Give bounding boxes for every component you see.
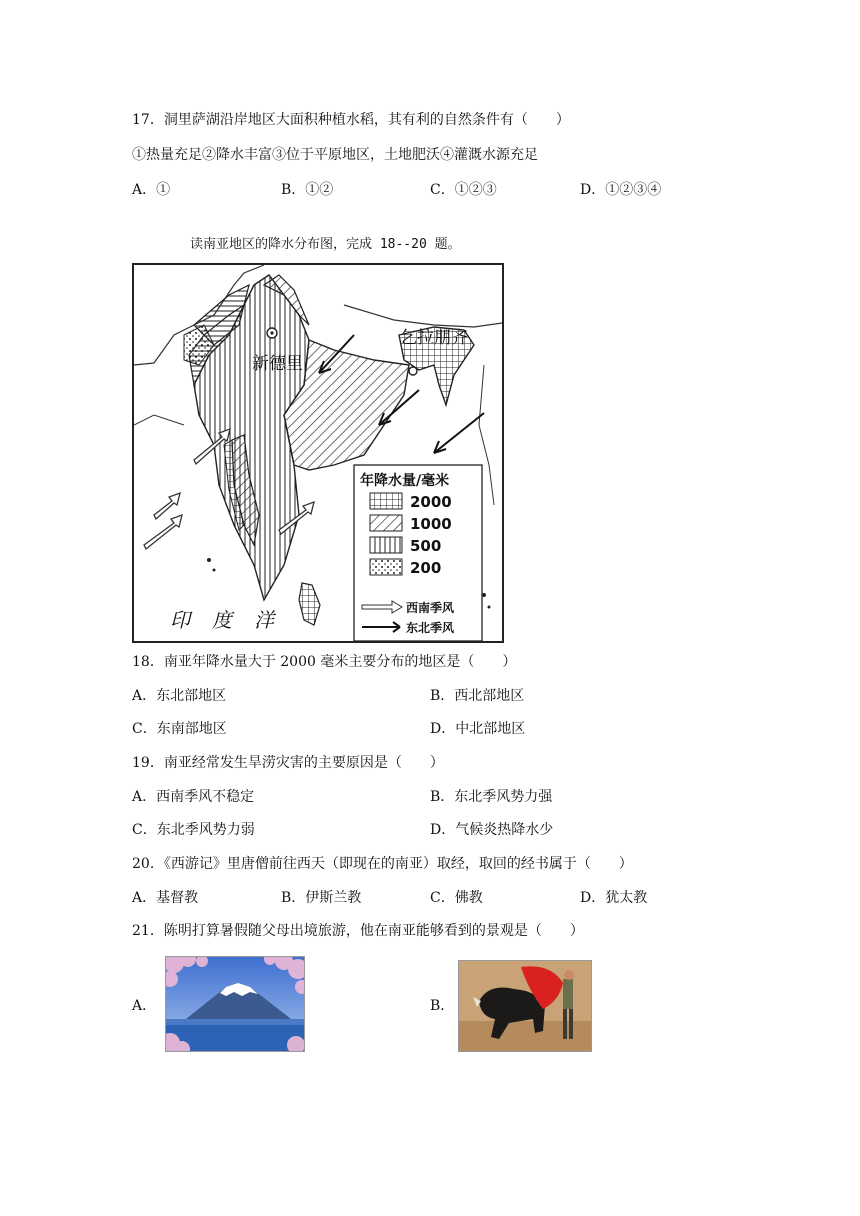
bullfight-illustration — [459, 961, 592, 1052]
island-4 — [488, 606, 491, 609]
south-asia-rainfall-map — [132, 263, 504, 643]
cherrapunji-marker — [409, 367, 417, 375]
ne-arrow-3 — [434, 413, 484, 453]
legend-swatch-2000 — [370, 493, 402, 509]
q19-stem: 19．南亚经常发生旱涝灾害的主要原因是（ ） — [132, 755, 444, 771]
cherrapunji-label: 乞拉朋齐 — [400, 328, 468, 348]
mount-fuji-illustration — [166, 957, 305, 1052]
q17-option-c: C．①②③ — [430, 182, 497, 198]
q20-option-d: D．犹太教 — [580, 890, 648, 906]
mount-fuji-photo — [165, 956, 305, 1052]
q18-option-b: B．西北部地区 — [430, 688, 525, 704]
q20-stem: 20．《西游记》里唐僧前往西天（即现在的南亚）取经，取回的经书属于（ ） — [132, 856, 633, 872]
q21-option-b: B． — [430, 998, 455, 1014]
ocean-label-3: 洋 — [254, 608, 274, 632]
ocean-label-2: 度 — [212, 608, 232, 632]
legend-ne-label: 东北季风 — [406, 621, 455, 635]
q17-option-a: A．① — [132, 182, 171, 198]
q19-option-c: C．东北季风势力弱 — [132, 822, 255, 838]
q19-option-a: A．西南季风不稳定 — [132, 789, 255, 805]
q18-option-c: C．东南部地区 — [132, 721, 227, 737]
legend-label-500: 500 — [410, 537, 442, 555]
q18-stem: 18．南亚年降水量大于 2000 毫米主要分布的地区是（ ） — [132, 654, 517, 670]
legend-label-2000: 2000 — [410, 493, 452, 511]
legend-label-1000: 1000 — [410, 515, 452, 533]
q21-option-a: A． — [132, 998, 157, 1014]
island-1 — [207, 558, 211, 562]
q18-option-a: A．东北部地区 — [132, 688, 227, 704]
legend-title: 年降水量/毫米 — [360, 473, 450, 489]
legend-label-200: 200 — [410, 559, 442, 577]
rainfall-map-svg — [134, 265, 502, 641]
q20-option-b: B．伊斯兰教 — [281, 890, 362, 906]
q18-option-d: D．中北部地区 — [430, 721, 526, 737]
legend-swatch-200 — [370, 559, 402, 575]
bullfight-photo — [458, 960, 592, 1052]
legend-swatch-500 — [370, 537, 402, 553]
q17-option-b: B．①② — [281, 182, 334, 198]
legend-swatch-1000 — [370, 515, 402, 531]
q17-stem: 17．洞里萨湖沿岸地区大面积种植水稻，其有利的自然条件有（ ） — [132, 112, 570, 128]
legend-sw-label: 西南季风 — [406, 601, 455, 615]
map-caption: 读南亚地区的降水分布图，完成 18--20 题。 — [190, 237, 461, 252]
ocean-label-1: 印 — [170, 608, 190, 632]
delhi-label: 新德里 — [252, 354, 303, 374]
q20-option-a: A．基督教 — [132, 890, 199, 906]
north-border — [344, 305, 502, 327]
q19-option-d: D．气候炎热降水少 — [430, 822, 554, 838]
q17-option-d: D．①②③④ — [580, 182, 662, 198]
q19-option-b: B．东北季风势力强 — [430, 789, 553, 805]
sw-arrow-2 — [154, 493, 180, 519]
sri-lanka — [299, 583, 320, 625]
map-legend — [354, 465, 482, 641]
q17-statements: ①热量充足②降水丰富③位于平原地区，土地肥沃④灌溉水源充足 — [132, 147, 538, 163]
island-2 — [213, 569, 216, 572]
delhi-marker-dot — [270, 331, 273, 334]
sw-arrow-1 — [144, 515, 182, 549]
west-coast-arabia — [134, 415, 184, 425]
q21-stem: 21．陈明打算暑假随父母出境旅游，他在南亚能够看到的景观是（ ） — [132, 923, 584, 939]
q20-option-c: C．佛教 — [430, 890, 483, 906]
